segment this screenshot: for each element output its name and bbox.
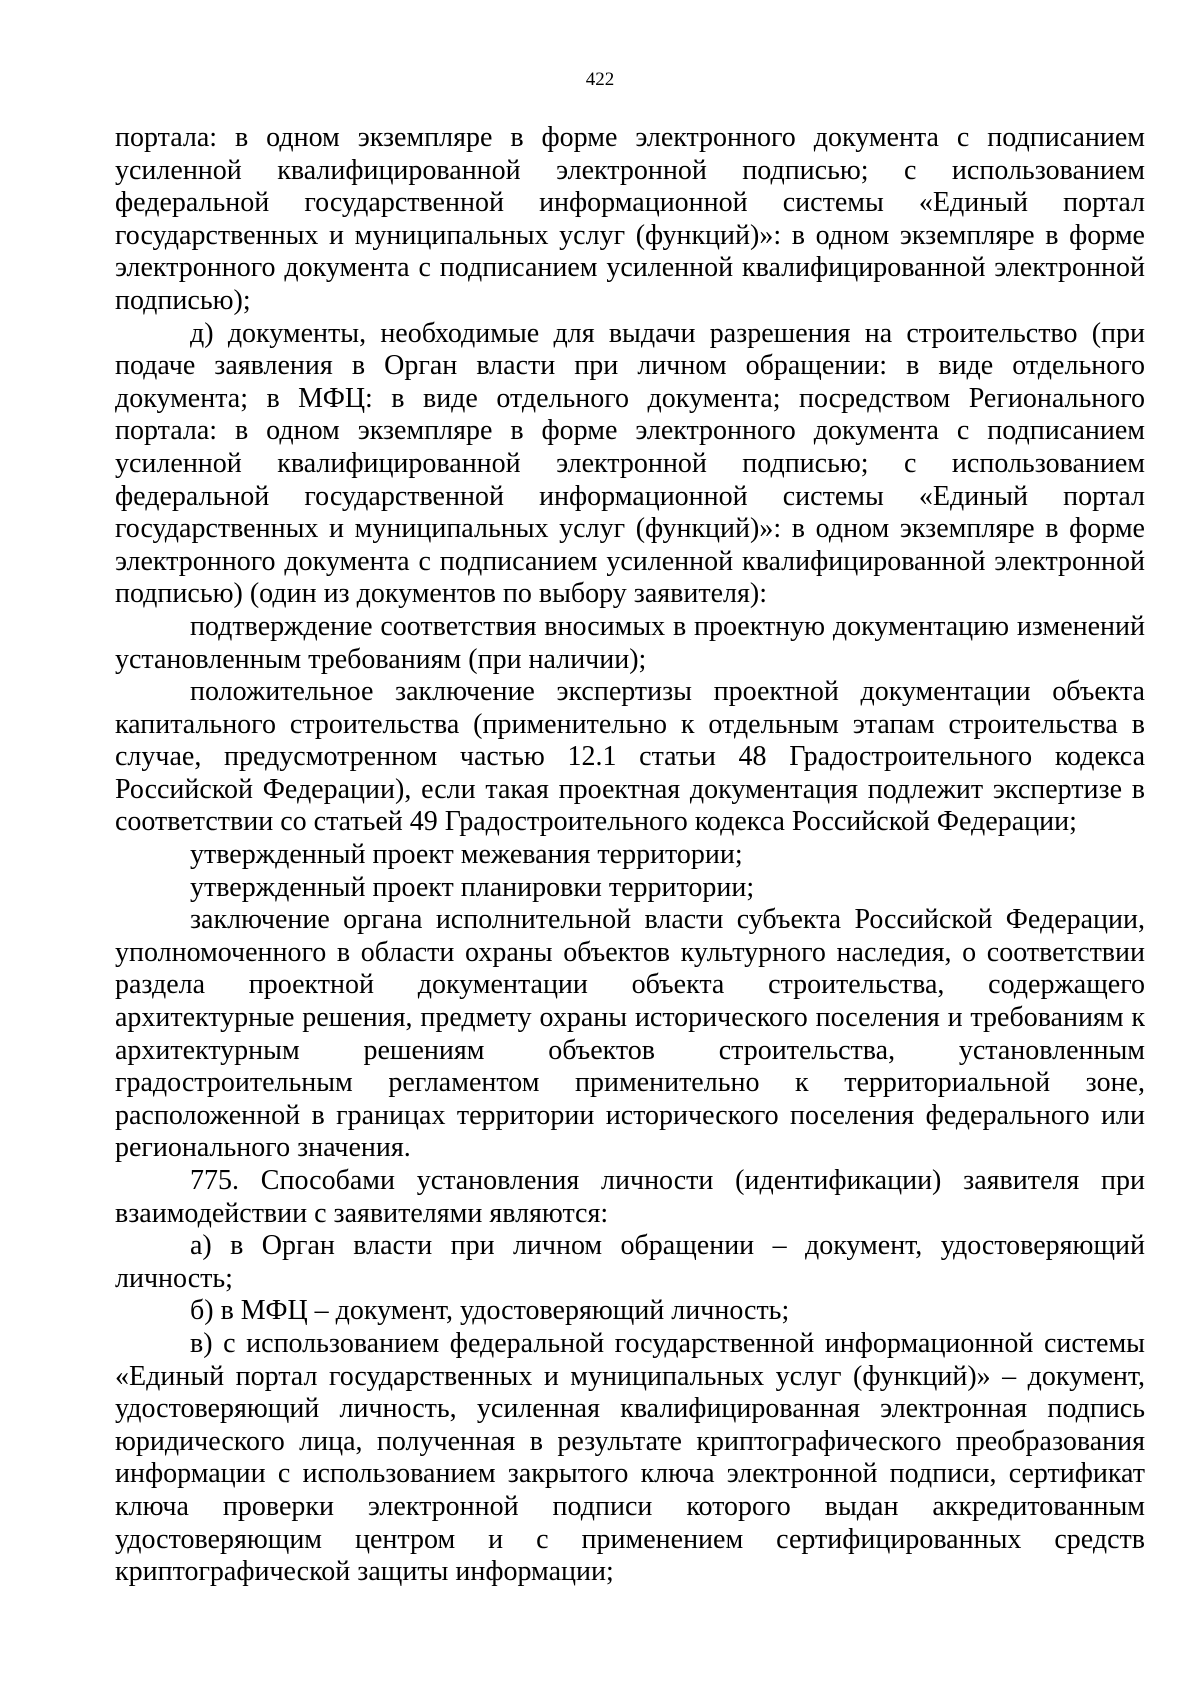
document-body xyxy=(115,122,1145,1589)
paragraph-item-b: б) в МФЦ – документ, удостоверяющий личность; xyxy=(190,1295,790,1327)
page-number: 422 xyxy=(585,69,615,90)
paragraph-775: 775. Способами установления личности (идентификации) заявителя при взаимодействии с заявителями являются: xyxy=(115,1165,1145,1229)
paragraph-land-survey-project: утвержденный проект межевания территории; xyxy=(190,839,743,871)
paragraph-portal-continuation: портала: в одном экземпляре в форме электронного документа с подписанием усиленной квалифицированной электронной подписью; с использованием федеральной государственной информационной системы «Единый портал государственных и муниципальных услуг (функций)»: в одном экземпляре в форме электронного документа с подписанием усиленной квалифицированной электронной подписью); xyxy=(115,122,1145,316)
paragraph-item-v: в) с использованием федеральной государственной информационной системы «Единый портал государственных и муниципальных услуг (функций)» – документ, удостоверяющий личность, усиленная квалифицированная электронная подпись юридического лица, полученная в результате криптографического преобразования информации с использованием закрытого ключа электронной подписи, сертификат ключа проверки электронной подписи которого выдан аккредитованным удостоверяющим центром и с применением сертифицированных средств криптографической защиты информации; xyxy=(115,1327,1145,1588)
paragraph-cultural-heritage: заключение органа исполнительной власти субъекта Российской Федерации, уполномоченного в области охраны объектов культурного наследия, о соответствии раздела проектной документации объекта строительства, содержащего архитектурные решения, предмету охраны исторического поселения и требованиям к архитектурным решениям объектов строительства, установленным градостроительным регламентом применительно к территориальной зоне, расположенной в границах территории исторического поселения федерального или регионального значения. xyxy=(115,904,1145,1164)
paragraph-confirmation: подтверждение соответствия вносимых в проектную документацию изменений установленным требованиям (при наличии); xyxy=(115,610,1145,675)
paragraph-planning-project: утвержденный проект планировки территории; xyxy=(190,871,755,903)
paragraph-expertise: положительное заключение экспертизы проектной документации объекта капитального строительства (применительно к отдельным этапам строительства в случае, предусмотренном частью 12.1 статьи 48 Градостроительного кодекса Российской Федерации), если такая проектная документация подлежит экспертизе в соответствии со статьей 49 Градостроительного кодекса Российской Федерации; xyxy=(115,676,1145,838)
paragraph-item-a: а) в Орган власти при личном обращении – документ, удостоверяющий личность; xyxy=(115,1230,1145,1294)
paragraph-item-d: д) документы, необходимые для выдачи разрешения на строительство (при подаче заявления в Орган власти при личном обращении: в виде отдельного документа; в МФЦ: в виде отдельного документа; посредством Регионального портала: в одном экземпляре в форме электронного документа с подписанием усиленной квалифицированной электронной подписью; с использованием федеральной государственной информационной системы «Единый портал государственных и муниципальных услуг (функций)»: в одном экземпляре в форме электронного документа с подписанием усиленной квалифицированной электронной подписью) (один из документов по выбору заявителя): xyxy=(115,317,1145,610)
